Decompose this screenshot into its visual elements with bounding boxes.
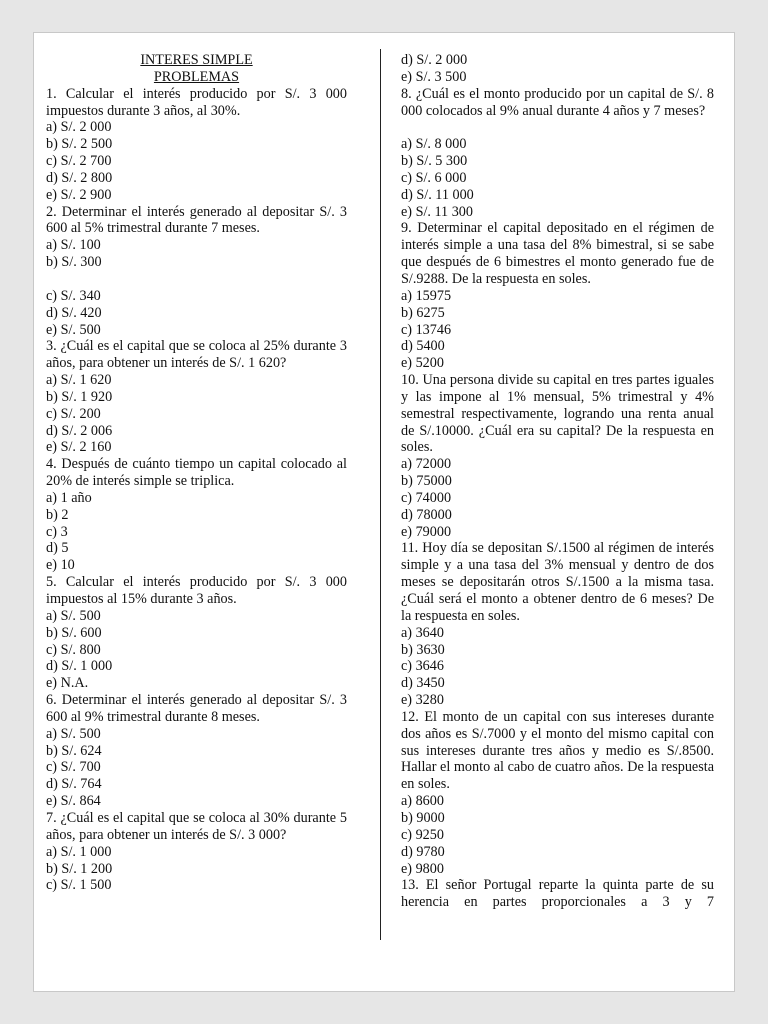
left-column (46, 52, 347, 894)
answer-option: b) 9000 (401, 809, 445, 826)
answer-option: c) 74000 (401, 489, 452, 506)
answer-option: c) 3646 (401, 658, 444, 675)
answer-option: c) S/. 340 (46, 287, 101, 304)
answer-option: c) S/. 700 (46, 759, 101, 776)
question-text: 13. El señor Portugal reparte la quinta parte de su herencia en partes proporcionales a 3 y 7 (401, 877, 714, 911)
answer-option: d) 78000 (401, 506, 452, 523)
answer-option: b) S/. 1 920 (46, 388, 113, 405)
answer-option: c) 3 (46, 523, 68, 540)
answer-option: b) 6275 (401, 304, 445, 321)
document-title: INTERES SIMPLE (140, 52, 253, 68)
answer-option: c) S/. 1 500 (46, 877, 112, 894)
blank-line (46, 271, 347, 288)
question-text: 2. Determinar el interés generado al depositar S/. 3 600 al 5% trimestral durante 7 meses. (46, 203, 347, 237)
answer-option: e) N.A. (46, 675, 89, 692)
answer-option: e) S/. 11 300 (401, 203, 473, 220)
answer-option: a) 72000 (401, 456, 452, 473)
right-column (401, 52, 714, 911)
answer-option: d) 5 (46, 540, 69, 557)
question-text: 9. Determinar el capital depositado en el régimen de interés simple a una tasa del 8% bimestral, si se sabe que después de 6 bimestres el monto generado fue de S/.9288. De la respuesta en soles. (401, 220, 714, 287)
answer-option: a) S/. 500 (46, 725, 101, 742)
answer-option: e) S/. 864 (46, 793, 101, 810)
answer-option: d) 5400 (401, 338, 445, 355)
answer-option: e) 5200 (401, 355, 444, 372)
question-text: 4. Después de cuánto tiempo un capital colocado al 20% de interés simple se triplica. (46, 456, 347, 490)
answer-option: b) S/. 5 300 (401, 153, 468, 170)
answer-option: d) 3450 (401, 675, 445, 692)
column-divider (380, 49, 381, 940)
answer-option: d) S/. 11 000 (401, 186, 474, 203)
answer-option: b) S/. 2 500 (46, 136, 113, 153)
answer-option: b) 75000 (401, 473, 452, 490)
document-subtitle: PROBLEMAS (153, 68, 240, 85)
answer-option: d) S/. 764 (46, 776, 102, 793)
question-text: 10. Una persona divide su capital en tres partes iguales y las impone al 1% mensual, 5% trimestral y 4% semestral respectivamente, logrando una renta anual de S/.10000. ¿Cuál era su capital? De la respuesta en soles. (401, 372, 714, 456)
answer-option: a) S/. 1 000 (46, 843, 112, 860)
answer-option: a) S/. 500 (46, 607, 101, 624)
answer-option: c) S/. 2 700 (46, 153, 112, 170)
answer-option: b) S/. 624 (46, 742, 102, 759)
answer-option: a) S/. 1 620 (46, 372, 112, 389)
answer-option: e) 9800 (401, 860, 444, 877)
blank-line (401, 119, 714, 136)
answer-option: e) S/. 2 160 (46, 439, 112, 456)
answer-option: c) S/. 200 (46, 405, 101, 422)
answer-option: a) 1 año (46, 489, 92, 506)
answer-option: e) 79000 (401, 523, 452, 540)
answer-option: c) 9250 (401, 826, 444, 843)
question-text: 6. Determinar el interés generado al depositar S/. 3 600 al 9% trimestral durante 8 meses. (46, 692, 347, 725)
answer-option: a) S/. 100 (46, 237, 101, 254)
answer-option: e) S/. 500 (46, 321, 101, 338)
answer-option: a) S/. 2 000 (46, 119, 112, 136)
question-text: 8. ¿Cuál es el monto producido por un capital de S/. 8 000 colocados al 9% anual durante 4 años y 7 meses? (401, 85, 714, 119)
answer-option: b) S/. 600 (46, 624, 102, 641)
question-text: 12. El monto de un capital con sus intereses durante dos años es S/.7000 y el monto del mismo capital con sus intereses durante tres años y medio es S/.8500. Hallar el monto al cabo de cuatro años. De la respuesta en soles. (401, 708, 714, 793)
answer-option: a) 8600 (401, 793, 444, 810)
answer-option: d) S/. 2 006 (46, 422, 113, 439)
answer-option: e) S/. 2 900 (46, 186, 112, 203)
answer-option: d) S/. 420 (46, 304, 102, 321)
answer-option: a) S/. 8 000 (401, 136, 467, 153)
answer-option: b) S/. 1 200 (46, 860, 113, 877)
answer-option: b) S/. 300 (46, 254, 102, 271)
answer-option: e) S/. 3 500 (401, 68, 467, 85)
answer-option: e) 3280 (401, 692, 444, 709)
answer-option: b) 3630 (401, 641, 445, 658)
answer-option: e) 10 (46, 557, 75, 574)
question-text: 3. ¿Cuál es el capital que se coloca al 25% durante 3 años, para obtener un interés de S/. 1 620? (46, 338, 347, 372)
question-text: 1. Calcular el interés producido por S/. 3 000 impuestos durante 3 años, al 30%. (46, 85, 347, 119)
answer-option: a) 15975 (401, 287, 452, 304)
answer-option: a) 3640 (401, 624, 444, 641)
answer-option: c) S/. 800 (46, 641, 101, 658)
document-page (33, 32, 735, 992)
answer-option: c) 13746 (401, 321, 452, 338)
answer-option: d) S/. 2 000 (401, 52, 468, 68)
answer-option: c) S/. 6 000 (401, 169, 467, 186)
question-text: 11. Hoy día se depositan S/.1500 al régimen de interés simple y a una tasa del 3% mensual y dentro de dos meses se depositarán otros S/.1500 a la misma tasa. ¿Cuál será el monto a obtener dentro de 6 meses? De la respuesta en soles. (401, 540, 714, 624)
answer-option: d) S/. 2 800 (46, 169, 113, 186)
answer-option: d) 9780 (401, 843, 445, 860)
question-text: 5. Calcular el interés producido por S/. 3 000 impuestos al 15% durante 3 años. (46, 574, 347, 607)
answer-option: d) S/. 1 000 (46, 658, 113, 675)
question-text: 7. ¿Cuál es el capital que se coloca al 30% durante 5 años, para obtener un interés de S/. 3 000? (46, 809, 347, 843)
answer-option: b) 2 (46, 506, 69, 523)
